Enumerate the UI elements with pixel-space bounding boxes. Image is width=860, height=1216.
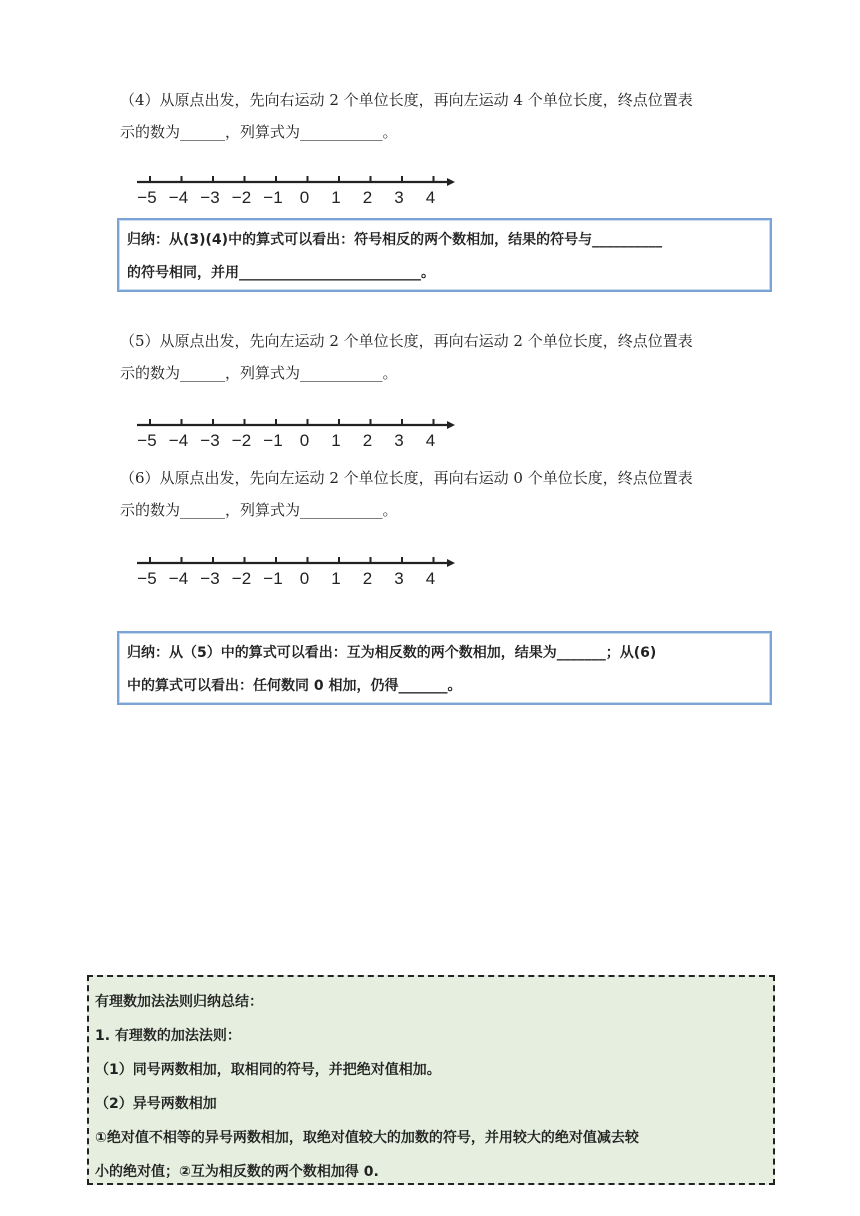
tick-label: 1	[331, 188, 341, 206]
conclusion-1-line1: 归纳：从(3)(4)中的算式可以看出：符号相反的两个数相加，结果的符号与__________	[127, 232, 663, 248]
tick-label: 2	[362, 188, 373, 206]
question-4-line2: 示的数为______，列算式为___________。	[120, 123, 398, 141]
axis-arrow	[447, 178, 455, 186]
axis-arrow	[447, 559, 455, 567]
tick-label: −5	[137, 188, 157, 206]
tick-label: 4	[425, 188, 436, 206]
tick-label: 2	[362, 569, 373, 587]
summary-rule-2: （2）异号两数相加	[95, 1096, 217, 1112]
tick-label: 0	[299, 569, 310, 587]
conclusion-box-2	[117, 631, 772, 705]
conclusion-2-line1: 归纳：从（5）中的算式可以看出：互为相反数的两个数相加，结果为_______；从(6)	[127, 645, 657, 661]
summary-rule-1: （1）同号两数相加，取相同的符号，并把绝对值相加。	[95, 1062, 441, 1078]
number-line-2	[135, 415, 460, 449]
tick-label: −1	[263, 431, 283, 449]
conclusion-box-1	[117, 218, 772, 292]
tick-label: 1	[331, 569, 341, 587]
tick-label: −3	[200, 431, 220, 449]
tick-label: −2	[231, 188, 252, 206]
tick-label: −4	[168, 569, 189, 587]
tick-label: 3	[394, 188, 404, 206]
conclusion-1-line2: 的符号相同，并用__________________________。	[127, 265, 435, 281]
tick-label: 2	[362, 431, 373, 449]
summary-rule-2b: 小的绝对值；②互为相反数的两个数相加得 0.	[95, 1164, 379, 1180]
tick-label: 3	[394, 569, 404, 587]
tick-label: 0	[299, 188, 310, 206]
tick-label: −3	[200, 569, 220, 587]
axis-arrow	[447, 421, 455, 429]
tick-label: 0	[299, 431, 310, 449]
question-6-line2: 示的数为______，列算式为___________。	[120, 501, 398, 519]
summary-rule-2a: ①绝对值不相等的异号两数相加，取绝对值较大的加数的符号，并用较大的绝对值减去较	[95, 1130, 639, 1146]
tick-label: 4	[425, 569, 436, 587]
tick-label: −5	[137, 569, 157, 587]
tick-label: −1	[263, 188, 283, 206]
tick-label: −2	[231, 569, 252, 587]
question-6	[120, 462, 775, 526]
tick-label: −2	[231, 431, 252, 449]
tick-label: 1	[331, 431, 341, 449]
summary-box	[87, 975, 775, 1185]
summary-item-1: 1. 有理数的加法法则：	[95, 1028, 241, 1044]
number-line-1	[135, 172, 460, 206]
question-5	[120, 325, 775, 389]
tick-label: −4	[168, 431, 189, 449]
question-4	[120, 84, 775, 148]
tick-label: 3	[394, 431, 404, 449]
tick-label: −4	[168, 188, 189, 206]
tick-label: −1	[263, 569, 283, 587]
question-4-line1: （4）从原点出发，先向右运动 2 个单位长度，再向左运动 4 个单位长度，终点位置表	[120, 91, 693, 109]
tick-label: −3	[200, 188, 220, 206]
summary-title: 有理数加法法则归纳总结：	[95, 994, 263, 1010]
tick-label: 4	[425, 431, 436, 449]
number-line-3	[135, 553, 460, 587]
question-6-line1: （6）从原点出发，先向左运动 2 个单位长度，再向右运动 0 个单位长度，终点位置表	[120, 469, 693, 487]
question-5-line2: 示的数为______，列算式为___________。	[120, 364, 398, 382]
tick-label: −5	[137, 431, 157, 449]
question-5-line1: （5）从原点出发，先向左运动 2 个单位长度，再向右运动 2 个单位长度，终点位置表	[120, 332, 693, 350]
conclusion-2-line2: 中的算式可以看出：任何数同 0 相加，仍得_______。	[127, 678, 462, 694]
